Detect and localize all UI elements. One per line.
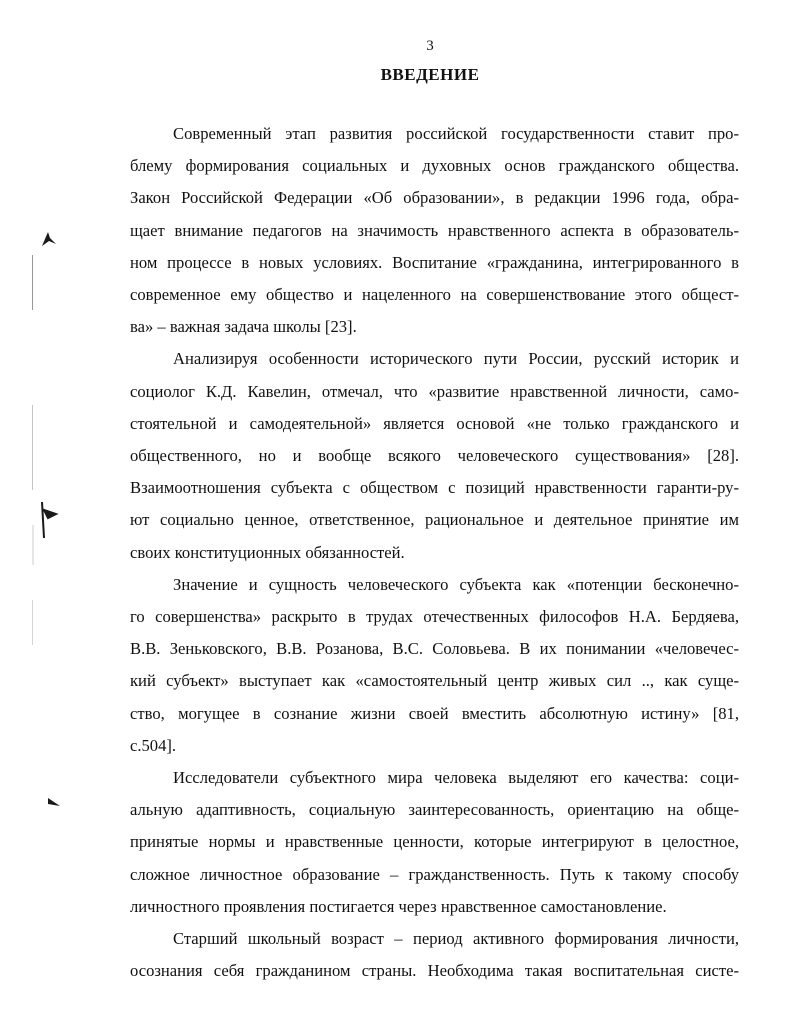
body-text [130, 118, 739, 987]
text-line: ство, могущее в сознание жизни своей вместить абсолютную истину» [81, [130, 703, 739, 723]
text-line: стоятельной и самодеятельной» является основой «не только гражданского и [130, 413, 739, 433]
text-line: социолог К.Д. Кавелин, отмечал, что «развитие нравственной личности, само- [130, 381, 739, 401]
text-line: блему формирования социальных и духовных основ гражданского общества. [130, 156, 739, 176]
paragraph-5 [130, 923, 739, 987]
scan-mark-1 [40, 228, 58, 248]
paragraph-2 [130, 343, 739, 568]
text-line: ва» – важная задача школы [23]. [130, 317, 357, 337]
section-title: ВВЕДЕНИЕ [380, 65, 480, 84]
paragraph-3 [130, 569, 739, 762]
text-line: осознания себя гражданином страны. Необходима такая воспитательная систе- [130, 961, 739, 981]
text-line: ют социально ценное, ответственное, рациональное и деятельное принятие им [130, 510, 739, 530]
text-line: своих конституционных обязанностей. [130, 542, 405, 562]
paragraph-4 [130, 762, 739, 923]
text-line: принятые нормы и нравственные ценности, которые интегрируют в целостное, [130, 832, 739, 852]
scan-mark-2 [38, 500, 60, 540]
text-line: В.В. Зеньковского, В.В. Розанова, В.С. Соловьева. В их понимании «человечес- [130, 639, 739, 659]
text-line: Взаимоотношения субъекта с обществом с позиций нравственности гаранти-ру- [130, 478, 739, 498]
scan-edge-line [32, 10, 34, 990]
text-line: альную адаптивность, социальную заинтересованность, ориентацию на обще- [130, 800, 739, 820]
text-line: общественного, но и вообще всякого человеческого существования» [28]. [130, 446, 739, 466]
text-line: Современный этап развития российской государственности ставит про- [173, 124, 739, 143]
text-line: го совершенства» раскрыто в трудах отечественных философов Н.А. Бердяева, [130, 607, 739, 627]
text-line: Исследователи субъектного мира человека выделяют его качества: соци- [173, 768, 739, 788]
text-line: Значение и сущность человеческого субъекта как «потенции бесконечно- [173, 574, 739, 594]
text-line: Старший школьный возраст – период активного формирования личности, [173, 929, 739, 949]
text-line: ном процессе в новых условиях. Воспитание «гражданина, интегрированного в [130, 252, 739, 272]
text-line: Закон Российской Федерации «Об образовании», в редакции 1996 года, обра- [130, 188, 739, 208]
text-line: щает внимание педагогов на значимость нравственного аспекта в образователь- [130, 220, 739, 240]
text-line: Анализируя особенности исторического пути России, русский историк и [173, 349, 739, 369]
scan-mark-3 [44, 770, 64, 810]
page-number: 3 [426, 38, 434, 54]
text-line: личностного проявления постигается через нравственное самостановление. [130, 896, 667, 916]
text-line: сложное личностное образование – гражданственность. Путь к такому способу [130, 864, 739, 884]
text-line: современное ему общество и нацеленного на совершенствование этого общест- [130, 285, 739, 305]
text-line: кий субъект» выступает как «самостоятельный центр живых сил .., как суще- [130, 671, 739, 691]
text-line: с.504]. [130, 735, 177, 755]
paragraph-1 [130, 118, 739, 343]
